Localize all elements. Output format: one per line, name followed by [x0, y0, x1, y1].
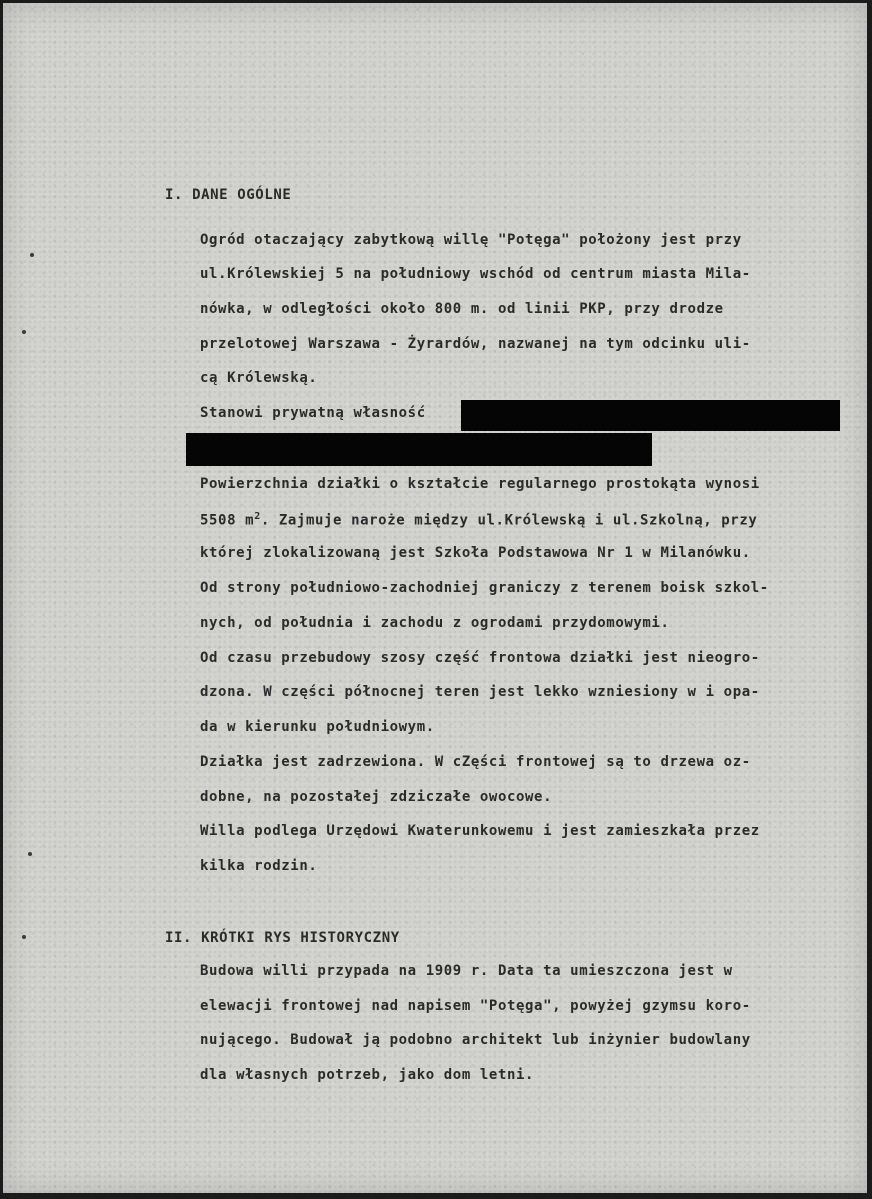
redaction-bar	[186, 433, 652, 466]
text-line: Od strony południowo-zachodniej graniczy z terenem boisk szkol-	[200, 580, 769, 596]
text-line: elewacji frontowej nad napisem "Potęga", powyżej gzymsu koro-	[200, 998, 751, 1014]
text-line: 5508 $m^2$. Zajmuje naroże między ul.Królewską i ul.Szkolną, przy	[200, 511, 758, 529]
punch-hole	[28, 852, 32, 856]
document-page	[3, 3, 867, 1193]
text-line: nującego. Budował ją podobno architekt lub inżynier budowlany	[200, 1032, 751, 1048]
text-line: nych, od południa i zachodu z ogrodami przydomowymi.	[200, 615, 670, 631]
text-line: cą Królewską.	[200, 370, 318, 386]
text-line: Od czasu przebudowy szosy część frontowa działki jest nieogro-	[200, 650, 760, 666]
text-line: dla własnych potrzeb, jako dom letni.	[200, 1067, 535, 1083]
text-line: ul.Królewskiej 5 na południowy wschód od centrum miasta Mila-	[200, 266, 751, 282]
text-line: da w kierunku południowym.	[200, 719, 435, 735]
text-line: Działka jest zadrzewiona. W cZęści frontowej są to drzewa oz-	[200, 754, 751, 770]
text-line: której zlokalizowaną jest Szkoła Podstawowa Nr 1 w Milanówku.	[200, 545, 751, 561]
redaction-bar	[461, 400, 840, 431]
text-line: dobne, na pozostałej zdziczałe owocowe.	[200, 789, 553, 805]
punch-hole	[22, 330, 26, 334]
punch-hole	[30, 253, 34, 257]
text-line: Stanowi prywatną własność	[200, 405, 426, 421]
punch-hole	[22, 935, 26, 939]
text-line: kilka rodzin.	[200, 858, 318, 874]
section-1-heading: I. DANE OGÓLNE	[165, 187, 292, 203]
section-2-heading: II. KRÓTKI RYS HISTORYCZNY	[165, 930, 400, 946]
text-line: Ogród otaczający zabytkową willę "Potęga" położony jest przy	[200, 232, 742, 248]
text-line: dzona. W części północnej teren jest lekko wzniesiony w i opa-	[200, 684, 760, 700]
text-line: Budowa willi przypada na 1909 r. Data ta umieszczona jest w	[200, 963, 733, 979]
text-line: Willa podlega Urzędowi Kwaterunkowemu i jest zamieszkała przez	[200, 823, 760, 839]
text-line: nówka, w odległości około 800 m. od linii PKP, przy drodze	[200, 301, 724, 317]
text-line: Powierzchnia działki o kształcie regularnego prostokąta wynosi	[200, 476, 760, 492]
text-line: przelotowej Warszawa - Żyrardów, nazwanej na tym odcinku uli-	[200, 336, 751, 352]
